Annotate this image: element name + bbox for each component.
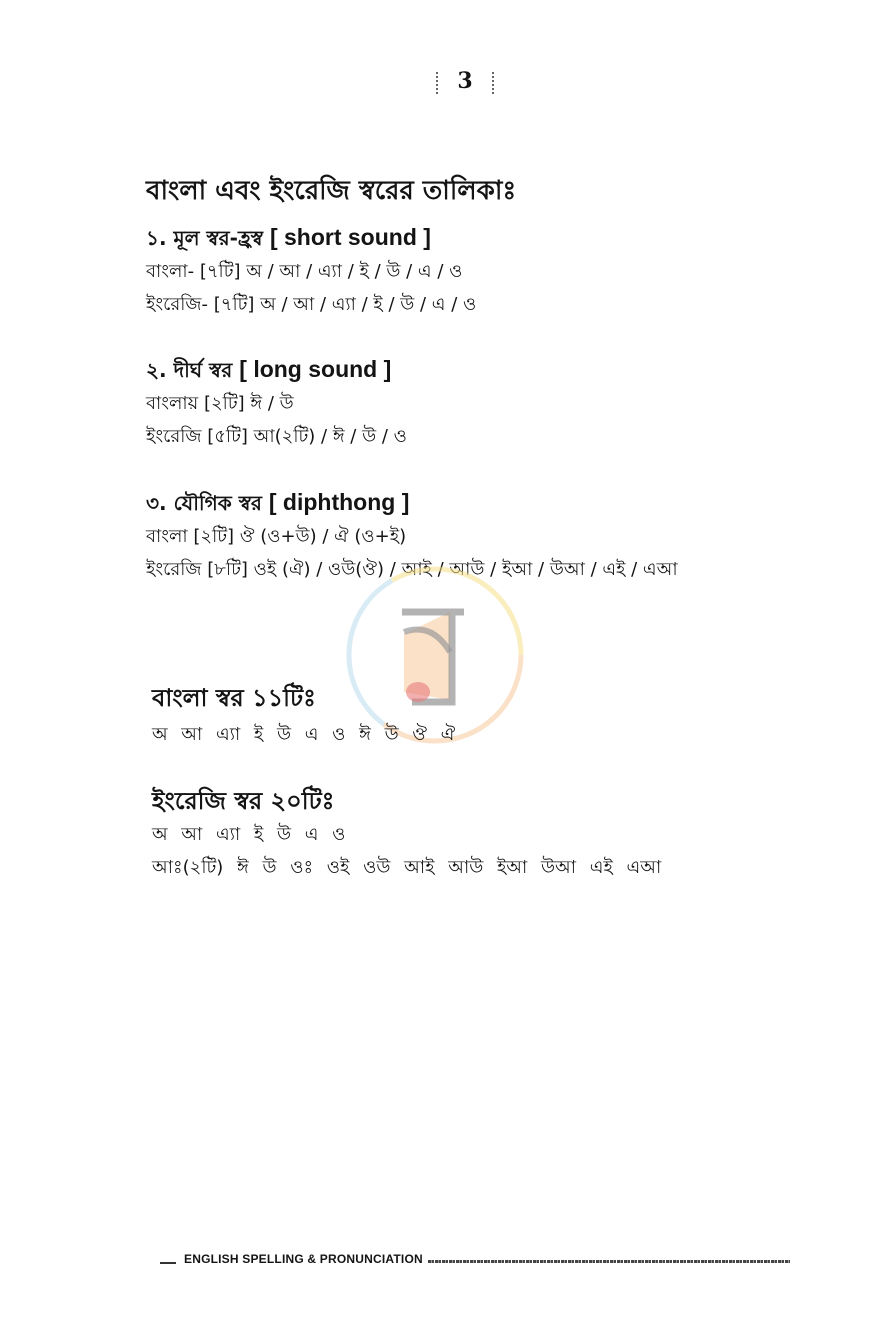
watermark-letter-stroke (402, 612, 464, 702)
bangla-long-vowels-line: বাংলায় [২টি] ঈ / উ (146, 393, 294, 414)
english-diphthong-line: ইংরেজি [৮টি] ওই (ঐ) / ওউ(ঔ) / আই / আউ / ইআ / উআ / এই / এআ (146, 559, 678, 580)
bangla-vowels-letters: অ আ এ্যা ই উ এ ও ঈ উ ঔ ঐ (152, 724, 456, 745)
watermark-ring-orange (349, 569, 521, 741)
bangla-vowels-heading: বাংলা স্বর ১১টিঃ (152, 684, 316, 712)
section-heading-en: [ long sound ] (239, 356, 392, 382)
bangla-diphthong-line: বাংলা [২টি] ঔ (ও+উ) / ঐ (ও+ই) (146, 526, 407, 547)
section-heading-en: [ diphthong ] (268, 489, 410, 515)
footer-dash (160, 1262, 176, 1264)
page-title: বাংলা এবং ইংরেজি স্বরের তালিকাঃ (146, 176, 517, 206)
section-heading-en: [ short sound ] (269, 224, 431, 250)
page-number-header (430, 68, 506, 102)
page-number-right-bar (492, 72, 494, 94)
section-heading-bn: ১. মূল স্বর-হ্রস্ব (146, 226, 263, 250)
watermark-triangle (404, 612, 450, 700)
section-heading-bn: ৩. যৌগিক স্বর (146, 491, 262, 515)
watermark-ring-blue (349, 569, 521, 741)
watermark-letter-curve (404, 630, 450, 653)
section-long-sound (146, 352, 407, 453)
section-heading (146, 352, 407, 387)
english-vowels-line-2: আঃ(২টি) ঈ উ ওঃ ওই ওউ আই আউ ইআ উআ এই এআ (152, 857, 662, 878)
page-number: 3 (457, 68, 473, 94)
english-long-vowels-line: ইংরেজি [৫টি] আ(২টি) / ঈ / উ / ও (146, 426, 407, 447)
footer-rule (428, 1260, 790, 1263)
watermark-drop (406, 682, 430, 702)
section-heading (146, 220, 476, 255)
footer-book-title: ENGLISH SPELLING & PRONUNCIATION (184, 1252, 423, 1266)
section-heading-bn: ২. দীর্ঘ স্বর (146, 358, 233, 382)
section-heading (146, 485, 678, 520)
english-vowels-line-1: অ আ এ্যা ই উ এ ও (152, 824, 346, 845)
watermark-ring-yellow (349, 569, 521, 741)
section-short-sound (146, 220, 476, 321)
page-footer (160, 1252, 790, 1272)
english-vowels-heading: ইংরেজি স্বর ২০টিঃ (152, 787, 335, 815)
section-diphthong (146, 485, 678, 586)
bangla-short-vowels-line: বাংলা- [৭টি] অ / আ / এ্যা / ই / উ / এ / ও (146, 261, 463, 282)
english-short-vowels-line: ইংরেজি- [৭টি] অ / আ / এ্যা / ই / উ / এ / ও (146, 294, 477, 315)
